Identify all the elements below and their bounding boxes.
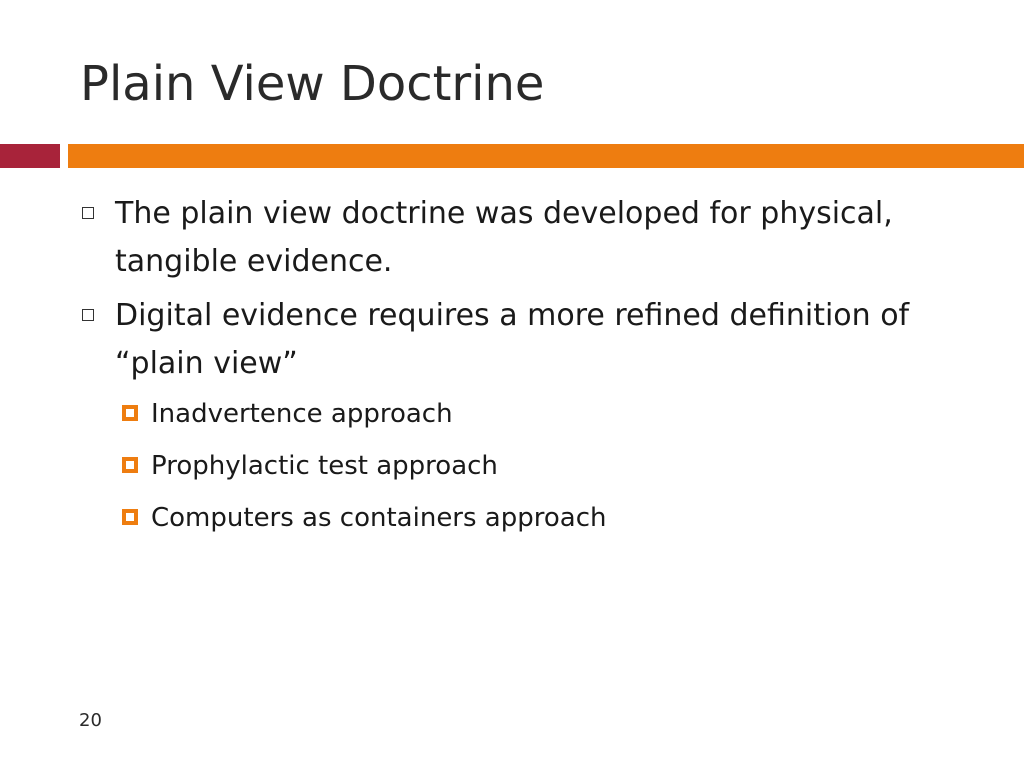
sub-bullet-item <box>80 498 980 538</box>
orange-square-bullet-icon <box>122 405 138 421</box>
sub-bullet-item <box>80 394 980 434</box>
hollow-square-bullet-icon <box>82 309 94 321</box>
slide-number: 20 <box>79 710 102 731</box>
bullet-text: Digital evidence requires a more refined definition of “plain view” <box>115 298 910 381</box>
slide-title: Plain View Doctrine <box>80 56 545 112</box>
orange-square-bullet-icon <box>122 457 138 473</box>
title-rule-orange <box>68 144 1024 168</box>
sub-bullet-text: Computers as containers approach <box>151 503 607 533</box>
title-rule-red <box>0 144 60 168</box>
sub-bullet-text: Inadvertence approach <box>151 399 453 429</box>
bullet-item <box>80 190 980 286</box>
bullet-list <box>80 190 980 550</box>
hollow-square-bullet-icon <box>82 207 94 219</box>
bullet-item <box>80 292 980 388</box>
orange-square-bullet-icon <box>122 509 138 525</box>
sub-bullet-item <box>80 446 980 486</box>
sub-bullet-text: Prophylactic test approach <box>151 451 498 481</box>
bullet-text: The plain view doctrine was developed for physical, tangible evidence. <box>115 196 893 279</box>
